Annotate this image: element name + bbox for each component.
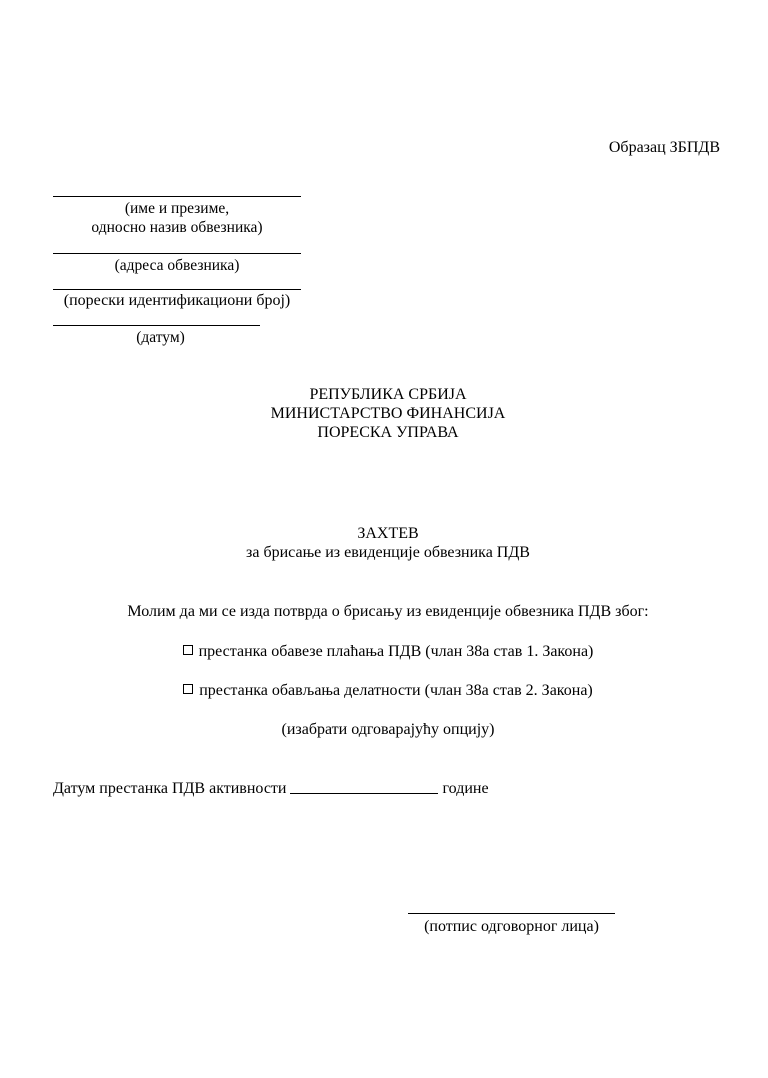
option-row-1 [0, 643, 768, 661]
option-2-checkbox[interactable] [183, 684, 193, 694]
name-field-caption [53, 199, 301, 237]
cessation-date-label: Датум престанка ПДВ активности [53, 780, 287, 797]
request-text: Молим да ми се изда потврда о брисању из евиденције обвезника ПДВ због: [127, 603, 649, 620]
address-field-caption: (адреса обвезника) [114, 257, 240, 274]
document-subtitle: за брисање из евиденције обвезника ПДВ [246, 544, 530, 561]
document-title: ЗАХТЕВ [357, 525, 419, 542]
signature-line[interactable] [408, 913, 615, 914]
name-caption-line1: (име и презиме, [124, 200, 230, 217]
signature-caption: (потпис одговорног лица) [424, 918, 599, 935]
authority-line-tax-administration: ПОРЕСКА УПРАВА [317, 424, 459, 441]
cessation-date-suffix: године [442, 780, 489, 797]
authority-heading [0, 385, 768, 442]
authority-line-republic: РЕПУБЛИКА СРБИЈА [309, 386, 467, 403]
name-field-line[interactable] [53, 196, 301, 197]
document-title-block [0, 524, 768, 562]
authority-line-ministry: МИНИСТАРСТВО ФИНАНСИЈА [270, 405, 506, 422]
tax-id-field-caption: (порески идентификациони број) [63, 292, 291, 309]
option-1-checkbox[interactable] [183, 645, 193, 655]
options-note: (изабрати одговарајућу опцију) [281, 721, 495, 738]
cessation-date-row [53, 779, 489, 798]
form-code: Образац ЗБПДВ [608, 139, 720, 156]
address-field-line[interactable] [53, 253, 301, 254]
date-field-line[interactable] [53, 325, 260, 326]
tax-id-field-line[interactable] [53, 289, 301, 290]
option-2-label: престанка обављања делатности (члан 38а став 2. Закона) [199, 682, 593, 699]
option-row-2 [0, 682, 768, 700]
name-caption-line2: односно назив обвезника) [91, 219, 263, 236]
cessation-date-field[interactable] [290, 779, 438, 794]
option-1-label: престанка обавезе плаћања ПДВ (члан 38а став 1. Закона) [198, 643, 594, 660]
date-field-caption: (датум) [136, 329, 185, 346]
